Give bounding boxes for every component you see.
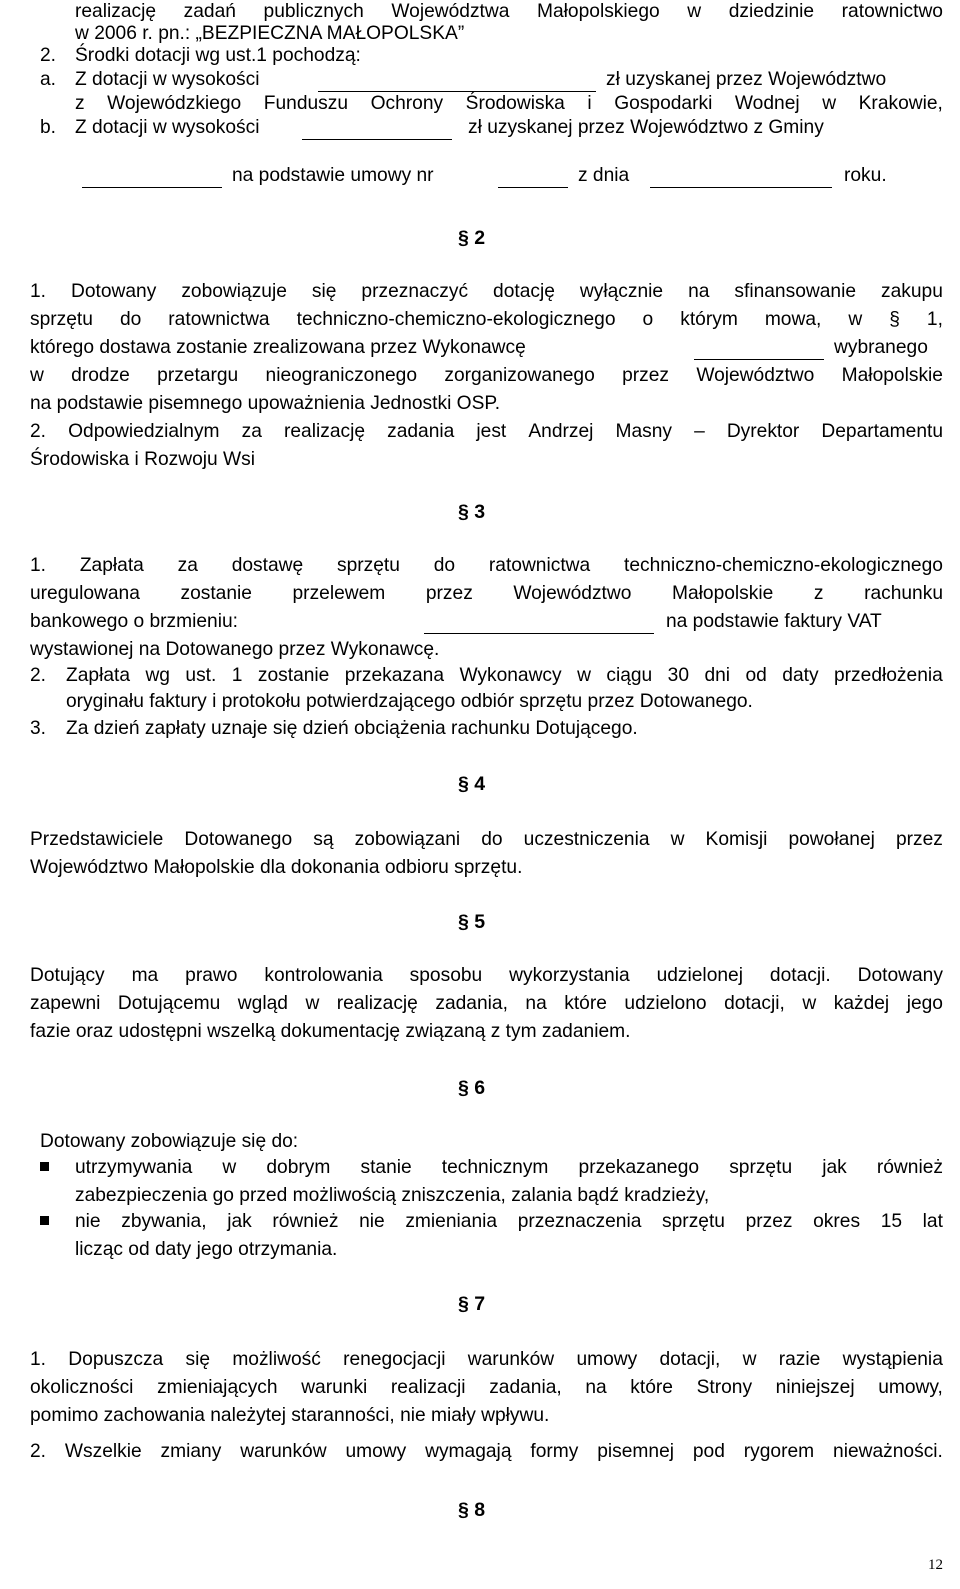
text-line: Z dotacji w wysokości — [75, 117, 260, 138]
text-line: na podstawie pisemnego upoważnienia Jednostki OSP. — [30, 393, 501, 414]
text-line: bankowego o brzmieniu: — [30, 611, 238, 632]
section-heading: § 3 — [458, 501, 486, 523]
blank-field — [650, 169, 832, 188]
text-line: na podstawie faktury VAT — [666, 611, 882, 632]
text-line: uregulowana zostanie przelewem przez Województwo Małopolskie z rachunku — [30, 583, 943, 604]
section-heading: § 2 — [458, 227, 486, 249]
text-line: 1. Dotowany zobowiązuje się przeznaczyć dotację wyłącznie na sfinansowanie zakupu — [30, 281, 943, 302]
text-line: w 2006 r. pn.: „BEZPIECZNA MAŁOPOLSKA” — [75, 23, 465, 44]
text-line: realizację zadań publicznych Województwa Małopolskiego w dziedzinie ratownictwo — [75, 1, 943, 22]
list-letter: a. — [40, 69, 57, 90]
text-line: roku. — [844, 165, 887, 186]
list-number: 2. — [30, 665, 47, 686]
text-line: sprzętu do ratownictwa techniczno-chemiczno-ekologicznego o którym mowa, w § 1, — [30, 309, 943, 330]
text-line: utrzymywania w dobrym stanie technicznym przekazanego sprzętu jak również — [75, 1157, 943, 1178]
text-line: pomimo zachowania należytej staranności, nie miały wpływu. — [30, 1405, 550, 1426]
text-line: na podstawie umowy nr — [232, 165, 434, 186]
text-line: Zapłata wg ust. 1 zostanie przekazana Wykonawcy w ciągu 30 dni od daty przedłożenia — [66, 665, 943, 686]
section-heading: § 5 — [458, 911, 486, 933]
bullet-marker — [40, 1216, 49, 1225]
text-line: którego dostawa zostanie zrealizowana przez Wykonawcę — [30, 337, 526, 358]
text-line: z dnia — [578, 165, 630, 186]
text-line: w drodze przetargu nieograniczonego zorganizowanego przez Województwo Małopolskie — [30, 365, 943, 386]
list-number: 3. — [30, 718, 47, 739]
text-line: fazie oraz udostępni wszelką dokumentację związaną z tym zadaniem. — [30, 1021, 631, 1042]
bullet-marker — [40, 1162, 49, 1171]
blank-field — [694, 341, 824, 360]
blank-field — [318, 73, 596, 92]
section-heading: § 6 — [458, 1077, 486, 1099]
section-heading: § 8 — [458, 1499, 486, 1521]
text-line: Środowiska i Rozwoju Wsi — [30, 449, 255, 470]
text-line: Środki dotacji wg ust.1 pochodzą: — [75, 45, 361, 66]
text-line: wystawionej na Dotowanego przez Wykonawcę. — [30, 639, 440, 660]
text-line: Województwo Małopolskie dla dokonania odbioru sprzętu. — [30, 857, 523, 878]
section-heading: § 4 — [458, 773, 486, 795]
text-line: Z dotacji w wysokości — [75, 69, 260, 90]
text-line: 1. Zapłata za dostawę sprzętu do ratownictwa techniczno-chemiczno-ekologicznego — [30, 555, 943, 576]
text-line: z Wojewódzkiego Funduszu Ochrony Środowiska i Gospodarki Wodnej w Krakowie, — [75, 93, 943, 114]
text-line: 2. Odpowiedzialnym za realizację zadania jest Andrzej Masny – Dyrektor Departamentu — [30, 421, 943, 442]
page-number: 12 — [928, 1557, 943, 1573]
text-line: Przedstawiciele Dotowanego są zobowiązani do uczestniczenia w Komisji powołanej przez — [30, 829, 943, 850]
text-line: 2. Wszelkie zmiany warunków umowy wymagają formy pisemnej pod rygorem nieważności. — [30, 1441, 943, 1462]
text-line: zabezpieczenia go przed możliwością zniszczenia, zalania bądź kradzieży, — [75, 1185, 710, 1206]
text-line: zł uzyskanej przez Województwo z Gminy — [468, 117, 824, 138]
text-line: Dotujący ma prawo kontrolowania sposobu wykorzystania udzielonej dotacji. Dotowany — [30, 965, 943, 986]
blank-field — [424, 615, 654, 634]
text-line: Za dzień zapłaty uznaje się dzień obciążenia rachunku Dotującego. — [66, 718, 638, 739]
text-line: wybranego — [834, 337, 928, 358]
text-line: licząc od daty jego otrzymania. — [75, 1239, 338, 1260]
list-number: 2. — [40, 45, 57, 66]
text-line: okoliczności zmieniających warunki realizacji zadania, na które Strony niniejszej umowy, — [30, 1377, 943, 1398]
text-line: nie zbywania, jak również nie zmieniania przeznaczenia sprzętu przez okres 15 lat — [75, 1211, 943, 1232]
list-letter: b. — [40, 117, 57, 138]
blank-field — [302, 121, 452, 140]
section-heading: § 7 — [458, 1293, 486, 1315]
blank-field — [498, 169, 568, 188]
text-line: oryginału faktury i protokołu potwierdzającego odbiór sprzętu przez Dotowanego. — [66, 691, 753, 712]
blank-field — [82, 169, 222, 188]
text-line: Dotowany zobowiązuje się do: — [40, 1131, 299, 1152]
text-line: 1. Dopuszcza się możliwość renegocjacji warunków umowy dotacji, w razie wystąpienia — [30, 1349, 943, 1370]
text-line: zapewni Dotującemu wgląd w realizację zadania, na które udzielono dotacji, w każdej jego — [30, 993, 943, 1014]
text-line: zł uzyskanej przez Województwo — [606, 69, 887, 90]
